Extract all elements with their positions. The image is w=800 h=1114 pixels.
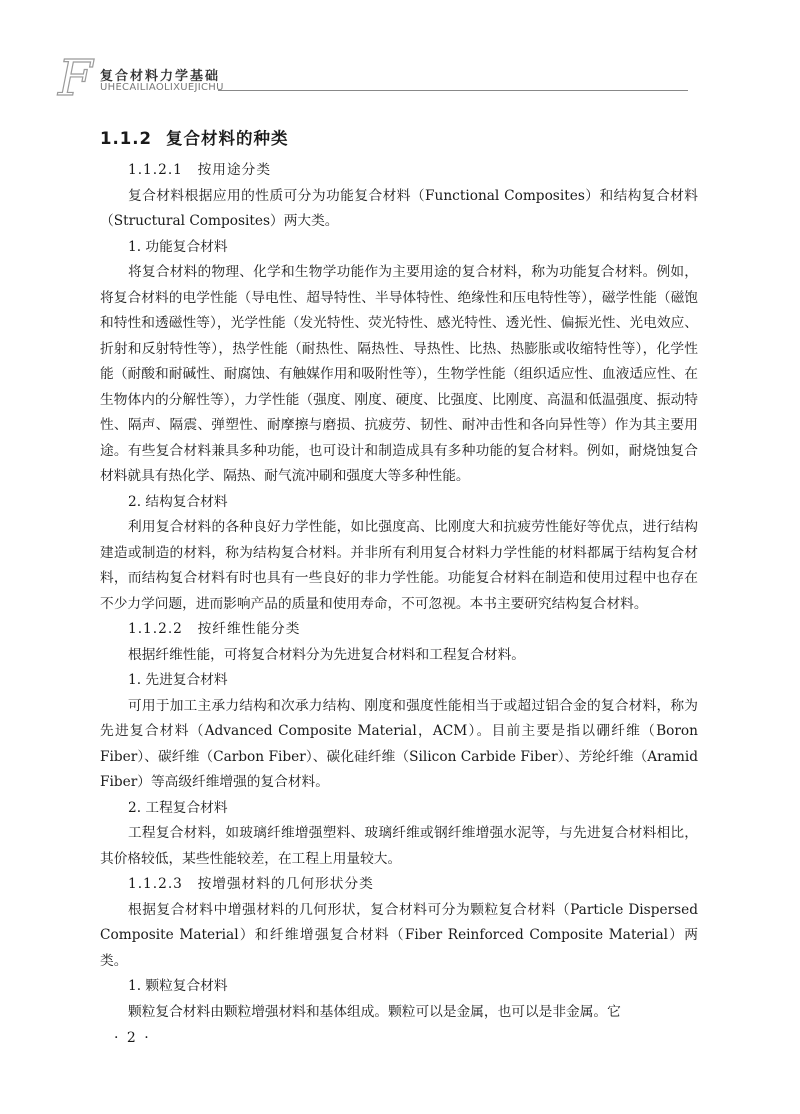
subsection-heading: 1.1.2.3 按增强材料的几何形状分类 <box>128 876 374 892</box>
paragraph: 工程复合材料，如玻璃纤维增强塑料、玻璃纤维或钢纤维增强水泥等，与先进复合材料相比，其价格较低，某些性能较差，在工程上用量较大。 <box>100 825 698 867</box>
header-rule <box>218 90 688 91</box>
paragraph: 根据纤维性能，可将复合材料分为先进复合材料和工程复合材料。 <box>128 646 525 663</box>
book-title: 复合材料力学基础 <box>100 69 221 84</box>
paragraph: 将复合材料的物理、化学和生物学功能作为主要用途的复合材料，称为功能复合材料。例如，将复合材料的电学性能（导电性、超导特性、半导体特性、绝缘性和压电特性等），磁学性能（磁饱和特性和透磁性等），光学性能（发光特性、荧光特性、感光特性、透光性、偏振光性、光电效应、折射和反射特性等），热学性能（耐热性、隔热性、导热性、比热、热膨胀或收缩特性等），化学性能（耐酸和耐碱性、耐腐蚀、有触媒作用和吸附性等），生物学性能（组织适应性、血液适应性、在生物体内的分解性等），力学性能（强度、刚度、硬度、比强度、比刚度、高温和低温强度、振动特性、隔声、隔震、弹塑性、耐摩擦与磨损、抗疲劳、韧性、耐冲击性和各向异性等）作为其主要用途。有些复合材料兼具多种功能，也可设计和制造成具有多种功能的复合材料。例如，耐烧蚀复合材料就具有热化学、隔热、耐气流冲刷和强度大等多种性能。 <box>100 264 698 484</box>
item-heading: 2. 工程复合材料 <box>128 799 228 816</box>
item-heading: 2. 结构复合材料 <box>128 493 228 510</box>
logo-letter: F <box>58 49 93 107</box>
paragraph: 根据复合材料中增强材料的几何形状，复合材料可分为颗粒复合材料（Particle Dispersed Composite Material）和纤维增强复合材料（Fiber Reinforced Composite Material）两类。 <box>100 901 698 969</box>
subsection-heading: 1.1.2.1 按用途分类 <box>128 162 272 178</box>
paragraph: 可用于加工主承力结构和次承力结构、刚度和强度性能相当于或超过铝合金的复合材料，称为先进复合材料（Advanced Composite Material，ACM）。目前主要是指以硼纤维（Boron Fiber）、碳纤维（Carbon Fiber）、碳化硅纤维（Silicon Carbide Fiber）、芳纶纤维（Aramid Fiber）等高级纤维增强的复合材料。 <box>100 697 698 790</box>
subsection-heading: 1.1.2.2 按纤维性能分类 <box>128 621 301 637</box>
section-heading <box>100 124 698 154</box>
item-heading: 1. 颗粒复合材料 <box>128 978 228 994</box>
item-heading: 1. 功能复合材料 <box>128 238 228 255</box>
page-body <box>100 124 698 1025</box>
book-title-pinyin: UHECAILIAOLIXUEJICHU <box>100 82 224 93</box>
page-number: · 2 · <box>114 1030 151 1046</box>
section-title: 复合材料的种类 <box>165 129 289 148</box>
paragraph: 复合材料根据应用的性质可分为功能复合材料（Functional Composites）和结构复合材料（Structural Composites）两大类。 <box>100 187 698 229</box>
section-number: 1.1.2 <box>100 129 152 148</box>
paragraph: 颗粒复合材料由颗粒增强材料和基体组成。颗粒可以是金属，也可以是非金属。它 <box>128 1003 621 1020</box>
item-heading: 1. 先进复合材料 <box>128 672 228 688</box>
paragraph: 利用复合材料的各种良好力学性能，如比强度高、比刚度大和抗疲劳性能好等优点，进行结构建造或制造的材料，称为结构复合材料。并非所有利用复合材料力学性能的材料都属于结构复合材料，而结构复合材料有时也具有一些良好的非力学性能。功能复合材料在制造和使用过程中也存在不少力学问题，进而影响产品的质量和使用寿命，不可忽视。本书主要研究结构复合材料。 <box>100 519 698 612</box>
